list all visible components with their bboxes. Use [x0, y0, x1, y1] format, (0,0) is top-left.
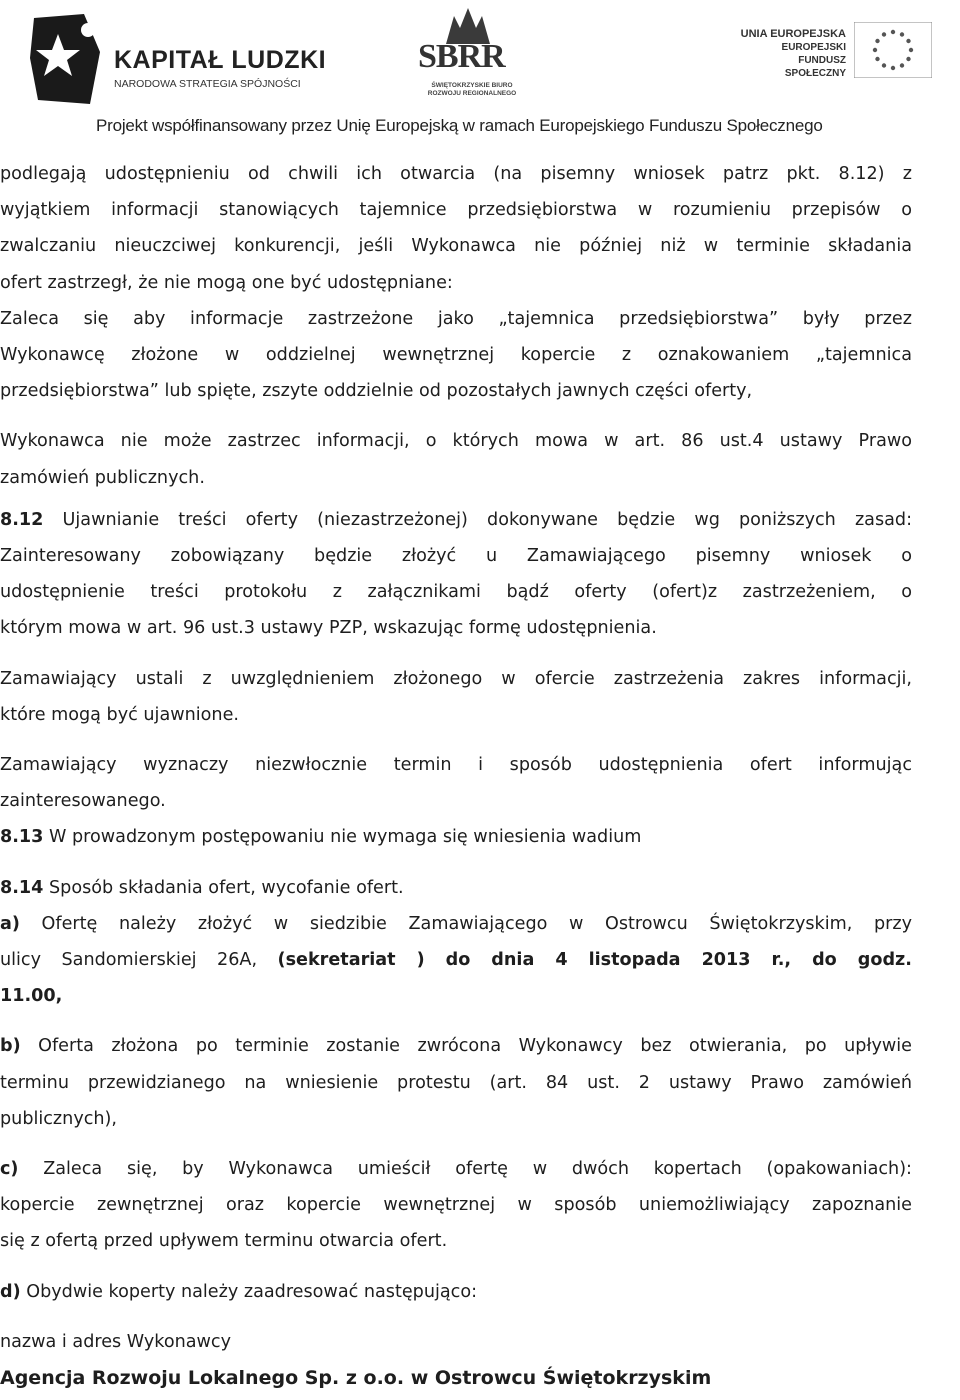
page-header	[0, 0, 960, 140]
point-d	[0, 1274, 912, 1310]
project-cofinancing-text: Projekt współfinansowany przez Unię Europejską w ramach Europejskiego Funduszu Społecznego	[96, 116, 823, 135]
sbrr-logo	[402, 6, 542, 106]
section-number: 8.12	[0, 509, 44, 530]
text-line: zamówień publicznych.	[0, 467, 205, 488]
ue-line-2: EUROPEJSKI	[781, 42, 846, 53]
section-text: Ujawnianie treści oferty (niezastrzeżonej) dokonywane będzie wg poniższych zasad:	[43, 509, 912, 530]
text-line: publicznych),	[0, 1108, 118, 1129]
kapital-ludzki-title: KAPITAŁ LUDZKI	[114, 46, 327, 74]
point-text: Oferta złożona po terminie zostanie zwrócona Wykonawcy bez otwierania, po upływie	[20, 1036, 912, 1057]
text-line: wyjątkiem informacji stanowiących tajemnice przedsiębiorstwa w rozumieniu przepisów o	[0, 200, 912, 221]
point-label: d)	[0, 1281, 21, 1302]
paragraph-scope-of-disclosure	[0, 661, 912, 733]
text-line: Zamawiający wyznaczy niezwłocznie termin i sposób udostępnienia ofert informując	[0, 755, 912, 776]
address-agency	[0, 1360, 912, 1396]
text-line: podlegają udostępnieniu od chwili ich otwarcia (na pisemny wniosek patrz pkt. 8.12) z	[0, 164, 912, 184]
deadline-text: (sekretariat ) do dnia 4 listopada 2013 r., do godz.	[277, 950, 912, 971]
kapital-ludzki-logo	[28, 12, 328, 108]
point-label: a)	[0, 913, 20, 934]
point-c	[0, 1151, 912, 1260]
text-line: kopercie zewnętrznej oraz kopercie wewnętrznej w sposób uniemożliwiający zapoznanie	[0, 1195, 912, 1216]
text-line: zainteresowanego.	[0, 791, 166, 812]
point-text: Zaleca się, by Wykonawca umieścił ofertę w dwóch kopertach (opakowaniach):	[18, 1159, 912, 1180]
text-line: Zaleca się aby informacje zastrzeżone jako „tajemnica przedsiębiorstwa” były przez	[0, 308, 912, 329]
ue-line-1: UNIA EUROPEJSKA	[740, 28, 846, 40]
text-line: ofert zastrzegł, że nie mogą one być udostępniane:	[0, 272, 453, 293]
section-text: W prowadzonym postępowaniu nie wymaga się wniesienia wadium	[43, 827, 642, 848]
point-b	[0, 1028, 912, 1137]
paragraph-contractor-restriction	[0, 423, 912, 495]
deadline-time: 11.00,	[0, 986, 63, 1007]
section-8-12	[0, 502, 912, 647]
text-line	[0, 1274, 912, 1310]
document-body	[0, 156, 912, 1396]
paragraph-disclosure-exceptions	[0, 156, 912, 301]
point-a	[0, 906, 912, 1015]
text-line: którym mowa w art. 96 ust.3 ustawy PZP, wskazując formę udostępnienia.	[0, 618, 657, 639]
text-line: nazwa i adres Wykonawcy	[0, 1331, 232, 1352]
text-line	[0, 906, 912, 942]
paragraph-trade-secret-recommendation	[0, 301, 912, 410]
ue-logo	[736, 22, 936, 92]
text-line: terminu przewidzianego na wniesienie protestu (art. 84 ust. 2 ustawy Prawo zamówień	[0, 1072, 912, 1093]
text-line: przedsiębiorstwa” lub spięte, zszyte oddzielnie od pozostałych jawnych części oferty,	[0, 381, 753, 402]
kapital-ludzki-subtitle: NARODOWA STRATEGIA SPÓJNOŚCI	[114, 78, 301, 90]
point-label: c)	[0, 1159, 19, 1180]
sbrr-subtitle-line-1: ŚWIĘTOKRZYSKIE BIURO	[431, 82, 513, 89]
text-line	[0, 819, 912, 855]
paragraph-disclosure-term	[0, 747, 912, 819]
text-line: Wykonawcę złożone w oddzielnej wewnętrznej kopercie z oznakowaniem „tajemnica	[0, 345, 912, 366]
text-line	[0, 870, 912, 906]
point-text: Obydwie koperty należy zaadresować następująco:	[20, 1281, 478, 1302]
point-text: Ofertę należy złożyć w siedzibie Zamawiającego w Ostrowcu Świętokrzyskim, przy	[19, 913, 912, 934]
text-line	[0, 1151, 912, 1187]
text-line: udostępnienie treści protokołu z załącznikami bądź oferty (ofert)z zastrzeżeniem, o	[0, 582, 912, 603]
sbrr-subtitle	[422, 82, 522, 98]
text-line: Wykonawca nie może zastrzec informacji, o których mowa w art. 86 ust.4 ustawy Prawo	[0, 431, 912, 452]
point-text: ulicy Sandomierskiej 26A,	[0, 950, 278, 971]
text-line: które mogą być ujawnione.	[0, 704, 239, 725]
text-line: Zainteresowany zobowiązany będzie złożyć u Zamawiającego pisemny wniosek o	[0, 546, 912, 567]
text-line: zwalczaniu nieuczciwej konkurencji, jeśli Wykonawca nie później niż w terminie składania	[0, 236, 912, 257]
text-line	[0, 502, 912, 538]
section-number: 8.13	[0, 827, 44, 848]
kapital-ludzki-emblem-icon	[28, 12, 108, 108]
ue-text	[736, 28, 846, 80]
sbrr-subtitle-line-2: ROZWOJU REGIONALNEGO	[427, 90, 517, 97]
text-line	[0, 942, 912, 978]
ue-line-3: FUNDUSZ SPOŁECZNY	[784, 55, 846, 79]
section-text: Sposób składania ofert, wycofanie ofert.	[43, 877, 404, 898]
text-line: Agencja Rozwoju Lokalnego Sp. z o.o. w Ostrowcu Świętokrzyskim	[0, 1367, 712, 1390]
section-number: 8.14	[0, 877, 44, 898]
sbrr-name: SBRR	[418, 38, 505, 75]
eu-flag-icon	[854, 22, 932, 78]
text-line	[0, 978, 912, 1014]
section-8-14	[0, 870, 912, 906]
address-contractor	[0, 1324, 912, 1360]
text-line: się z ofertą przed upływem terminu otwarcia ofert.	[0, 1231, 448, 1252]
section-8-13	[0, 819, 912, 855]
text-line	[0, 1028, 912, 1064]
text-line: Zamawiający ustali z uwzględnieniem złożonego w ofercie zastrzeżenia zakres informacji,	[0, 668, 912, 689]
point-label: b)	[0, 1036, 21, 1057]
